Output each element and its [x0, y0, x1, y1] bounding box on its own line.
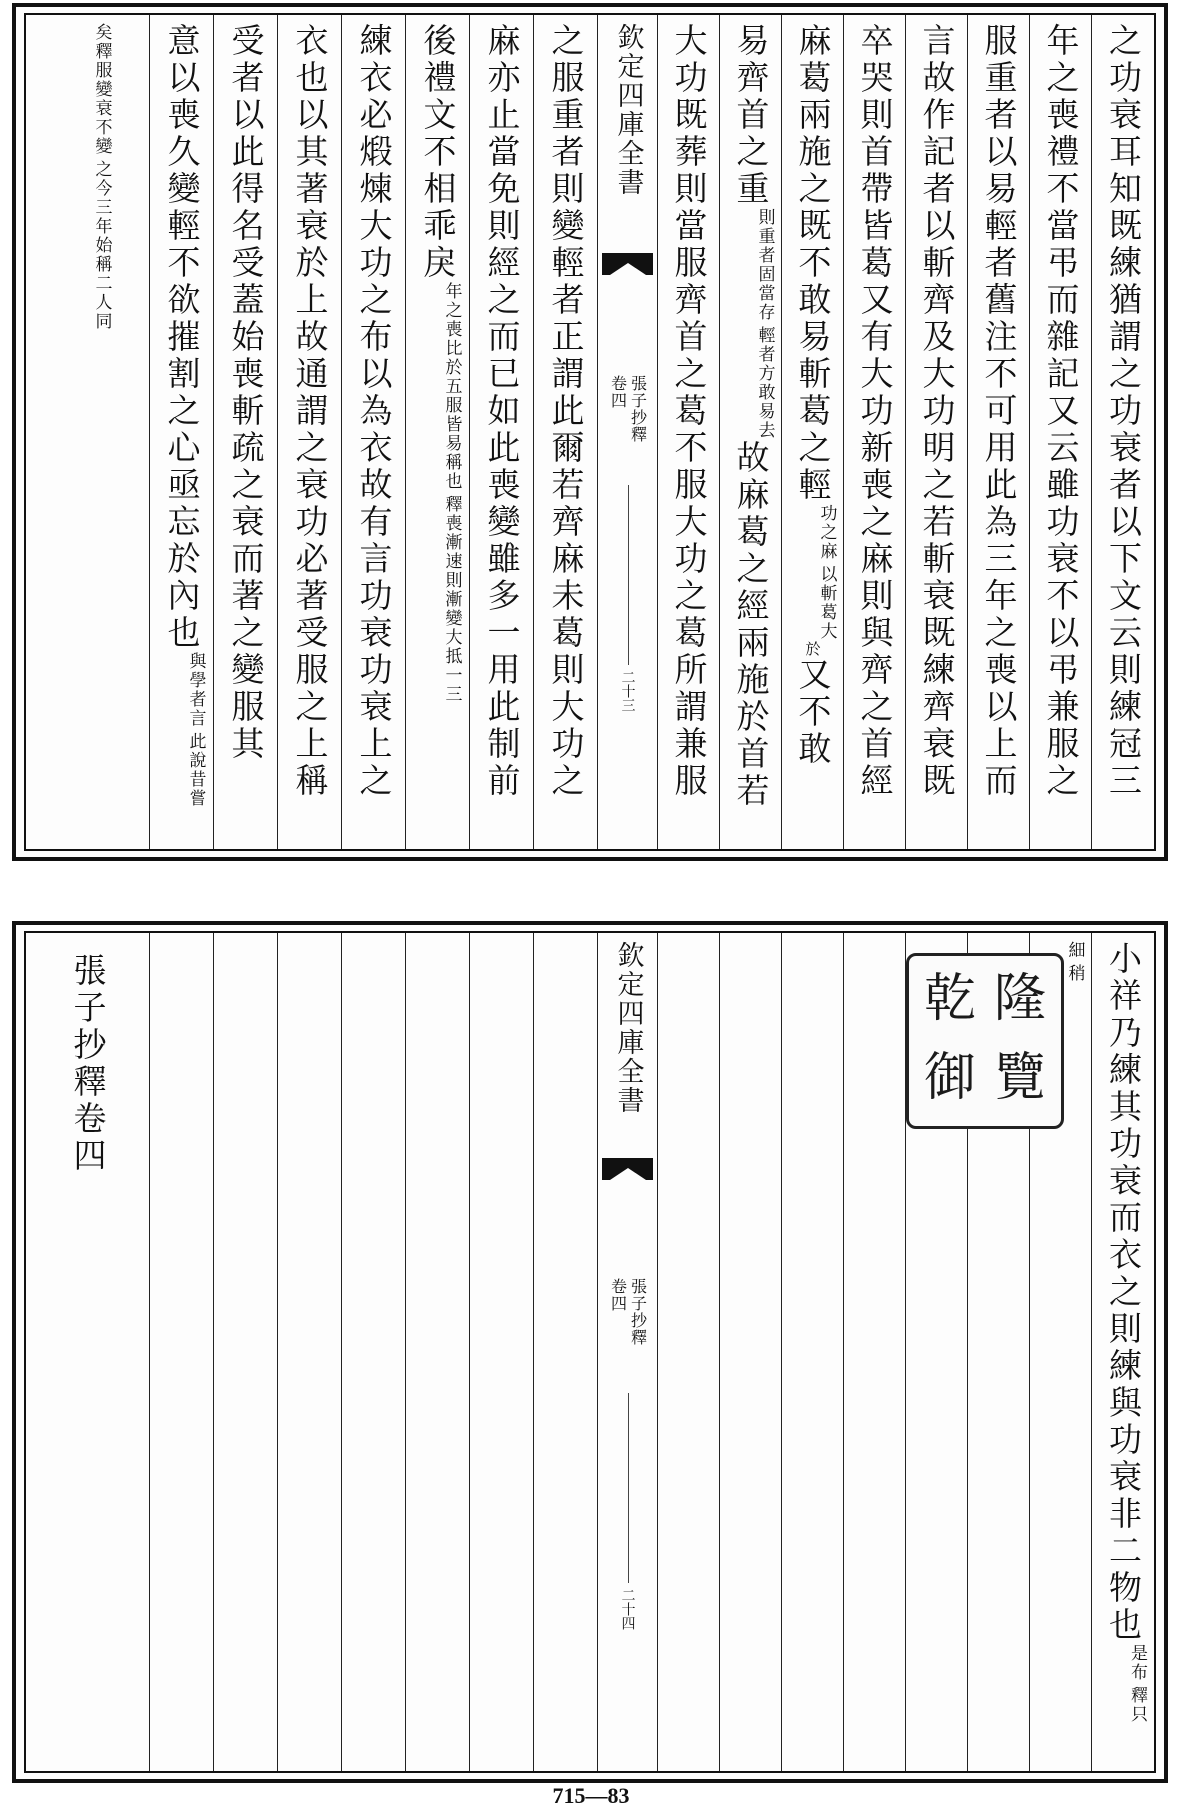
column-text: 言故作記者以斬齊及大功明之若斬衰既練齊衰既 [917, 23, 957, 800]
center-fold [597, 15, 657, 849]
column-text [790, 23, 836, 768]
text-column [781, 15, 843, 849]
empty-column [843, 933, 905, 1771]
fold-divider [628, 1393, 629, 1583]
annotation-note: 以斬葛大 功之麻 [816, 504, 837, 641]
main-text: 小祥乃練其功衰而衣之則練與功衰非二物也 [1104, 941, 1143, 1644]
annotation-note: 輕者方敢易去 則重者固當存 [754, 208, 775, 440]
column-text: 衣也以其著衰於上故通謂之衰功必著受服之上稱 [290, 23, 330, 800]
text-column [719, 15, 781, 849]
annotation-note: 於 [803, 641, 822, 657]
text-column [405, 15, 469, 849]
annotation-note: 之今三年始稱二人同 矣釋服變衰不變 [91, 23, 112, 331]
column-text: 年之喪禮不當弔而雜記又云雖功衰不以弔兼服之 [1041, 23, 1081, 800]
empty-column [657, 933, 719, 1771]
empty-column [905, 933, 1046, 1771]
column-text: 之功衰耳知既練猶謂之功衰者以下文云則練冠三 [1104, 23, 1143, 800]
center-fold [597, 933, 657, 1771]
fishtail-mark [602, 1158, 653, 1180]
fold-subtitle: 張子抄釋 卷四 [608, 1278, 648, 1346]
column-text: 練衣必煅煉大功之布以為衣故有言功衰功衰上之 [354, 23, 394, 800]
main-text: 故麻葛之經兩施於首若 [731, 440, 771, 810]
annotation-note: 稍 細 [1064, 941, 1085, 983]
text-column [26, 933, 149, 1771]
text-column [843, 15, 905, 849]
empty-column [341, 933, 405, 1771]
empty-column [149, 933, 213, 1771]
empty-column [719, 933, 781, 1771]
fishtail-mark [602, 253, 653, 275]
column-text: 麻亦止當免則經之而已如此喪變雖多一用此制前 [482, 23, 522, 800]
column-text [159, 23, 205, 808]
empty-column [781, 933, 843, 1771]
annotation-note: 釋喪漸速則漸變大抵一三 年之喪比於五服皆易稱也 [441, 282, 462, 704]
page-reference: 715—83 [552, 1783, 630, 1808]
fold-subtitle: 張子抄釋 卷四 [608, 375, 648, 443]
column-text: 之服重者則變輕者正謂此爾若齊麻未葛則大功之 [546, 23, 586, 800]
text-column [905, 15, 967, 849]
empty-column [405, 933, 469, 1771]
text-column [1091, 15, 1154, 849]
empty-column [533, 933, 597, 1771]
annotation-note: 釋只 是布 [1127, 1644, 1147, 1724]
empty-column [469, 933, 533, 1771]
main-text: 後禮文不相乖戾 [418, 23, 458, 282]
fold-title: 欽定四庫全書 [612, 941, 644, 1115]
fold-title: 欽定四庫全書 [612, 23, 644, 197]
volume-end-title: 張子抄釋卷四 [68, 953, 108, 1175]
column-text [728, 23, 774, 810]
text-column [26, 15, 149, 849]
text-column [149, 15, 213, 849]
text-column [533, 15, 597, 849]
column-text [415, 23, 461, 704]
empty-column [213, 933, 277, 1771]
column-text: 大功既葬則當服齊首之葛不服大功之葛所謂兼服 [669, 23, 709, 800]
text-column [657, 15, 719, 849]
annotation-note: 此說昔嘗 與學者言 [185, 652, 206, 808]
top-page [12, 3, 1168, 861]
main-text: 意以喪久變輕不欲摧割之心亟忘於內也 [162, 23, 202, 652]
top-page-frame [24, 13, 1156, 851]
column-text: 卒哭則首帶皆葛又有大功新喪之麻則與齊之首經 [855, 23, 895, 800]
bottom-page [12, 921, 1168, 1783]
text-column [967, 15, 1029, 849]
column-text [65, 23, 111, 331]
main-text: 易齊首之重 [731, 23, 771, 208]
empty-column [277, 933, 341, 1771]
column-text [1100, 941, 1146, 1724]
text-column [1029, 15, 1091, 849]
text-column [1091, 933, 1154, 1771]
text-column [277, 15, 341, 849]
imperial-seal: 乾 隆 御 覽 [906, 953, 1064, 1129]
column-text: 服重者以易輕者舊注不可用此為三年之喪以上而 [979, 23, 1019, 800]
bottom-page-frame [24, 931, 1156, 1773]
column-text: 受者以此得名受蓋始喪斬疏之衰而著之變服其 [226, 23, 266, 763]
fold-page-number: 二十四 [619, 1588, 636, 1630]
main-text: 又不敢 [793, 657, 833, 768]
fold-page-number: 二十三 [619, 670, 636, 712]
fold-divider [628, 485, 629, 665]
text-column [213, 15, 277, 849]
text-column [341, 15, 405, 849]
main-text: 麻葛兩施之既不敢易斬葛之輕 [793, 23, 833, 504]
text-column [469, 15, 533, 849]
